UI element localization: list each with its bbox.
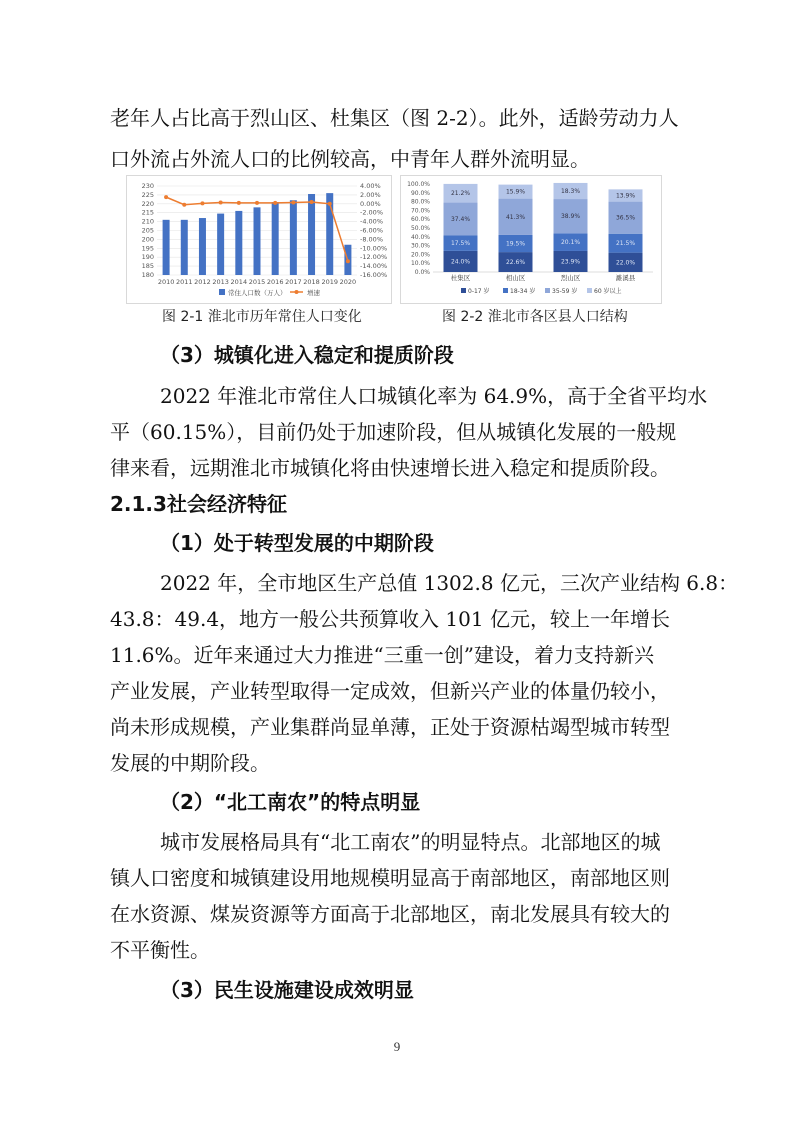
paragraph-line: 镇人口密度和城镇建设用地规模明显高于南部地区，南部地区则 — [110, 866, 670, 890]
paragraph-line: 2022 年，全市地区生产总值 1302.8 亿元，三次产业结构 6.8： — [160, 571, 739, 595]
legend-swatch — [503, 288, 508, 293]
paragraph-line: 律来看，远期淮北市城镇化将由快速增长进入稳定和提质阶段。 — [110, 456, 670, 480]
y-right-tick-label: -4.00% — [360, 217, 383, 226]
y-tick-label: 0.0% — [414, 269, 430, 276]
figure-2-2 — [400, 175, 662, 304]
x-tick-label: 濉溪县 — [615, 274, 636, 282]
y-left-tick-label: 195 — [141, 244, 154, 253]
segment-value-label: 36.5% — [615, 214, 636, 222]
figure-2-caption: 图 2-2 淮北市各区县人口结构 — [442, 309, 628, 325]
growth-point — [255, 201, 259, 205]
legend-label: 18-34 岁 — [510, 288, 536, 295]
y-right-tick-label: -16.00% — [360, 271, 388, 279]
segment-value-label: 22.6% — [505, 259, 526, 267]
y-left-tick-label: 200 — [141, 235, 154, 244]
subsection-heading: （1）处于转型发展的中期阶段 — [160, 531, 434, 555]
growth-point — [291, 200, 295, 204]
paragraph-line: 平（60.15%），目前仍处于加速阶段，但从城镇化发展的一般规 — [110, 420, 677, 444]
growth-point — [164, 195, 168, 199]
section-heading-2-1-3: 2.1.3社会经济特征 — [110, 492, 287, 516]
y-tick-label: 80.0% — [410, 198, 430, 206]
paragraph-line: 2022 年淮北市常住人口城镇化率为 64.9%，高于全省平均水 — [160, 384, 708, 408]
growth-point — [310, 200, 314, 204]
y-tick-label: 40.0% — [410, 233, 430, 241]
subsection-heading: （2）“北工南农”的特点明显 — [160, 790, 421, 814]
paragraph-line: 口外流占外流人口的比例较高，中青年人群外流明显。 — [110, 147, 590, 171]
paragraph-line: 尚未形成规模，产业集群尚显单薄，正处于资源枯竭型城市转型 — [110, 715, 670, 739]
y-left-tick-label: 180 — [141, 271, 154, 279]
legend-line-marker — [295, 290, 299, 294]
segment-value-label: 38.9% — [560, 213, 581, 221]
x-tick-label: 2010 — [157, 278, 175, 286]
y-right-tick-label: -10.00% — [360, 244, 388, 253]
y-left-tick-label: 210 — [141, 217, 154, 226]
population-bar — [217, 214, 224, 275]
y-right-tick-label: 2.00% — [360, 190, 381, 199]
segment-value-label: 21.5% — [615, 240, 636, 248]
growth-point — [328, 202, 332, 206]
y-left-tick-label: 190 — [141, 253, 154, 262]
segment-value-label: 20.1% — [560, 239, 581, 247]
y-left-tick-label: 205 — [141, 226, 154, 235]
paragraph-line: 城市发展格局具有“北工南农”的明显特点。北部地区的城 — [160, 830, 661, 854]
paragraph-line: 11.6%。近年来通过大力推进“三重一创”建设，着力支持新兴 — [110, 643, 654, 667]
population-bar — [199, 218, 206, 275]
y-left-tick-label: 185 — [141, 262, 154, 271]
y-right-tick-label: -2.00% — [360, 208, 383, 217]
growth-point — [200, 201, 204, 205]
segment-value-label: 19.5% — [505, 240, 526, 248]
paragraph-line: 产业发展，产业转型取得一定成效，但新兴产业的体量仍较小， — [110, 679, 670, 703]
x-tick-label: 2015 — [248, 278, 266, 286]
y-left-tick-label: 225 — [141, 190, 154, 199]
x-tick-label: 烈山区 — [560, 274, 581, 282]
paragraph-line: 不平衡性。 — [110, 938, 210, 962]
y-right-tick-label: -12.00% — [360, 253, 388, 262]
legend-swatch — [461, 288, 466, 293]
paragraph-line: 老年人占比高于烈山区、杜集区（图 2-2）。此外，适龄劳动力人 — [110, 106, 679, 130]
x-tick-label: 2020 — [339, 278, 357, 286]
y-tick-label: 10.0% — [410, 260, 430, 268]
paragraph-line: 发展的中期阶段。 — [110, 751, 270, 775]
paragraph-line: 43.8：49.4，地方一般公共预算收入 101 亿元，较上一年增长 — [110, 607, 670, 631]
x-tick-label: 2014 — [230, 278, 248, 286]
page-number: 9 — [393, 1039, 401, 1054]
growth-point — [182, 203, 186, 207]
x-tick-label: 相山区 — [505, 274, 526, 282]
subsection-heading: （3）民生设施建设成效明显 — [160, 978, 414, 1002]
segment-value-label: 37.4% — [450, 216, 471, 224]
x-tick-label: 2013 — [212, 278, 229, 286]
segment-value-label: 15.9% — [505, 188, 526, 196]
legend-line-label: 增速 — [307, 289, 320, 297]
x-tick-label: 杜集区 — [450, 274, 471, 282]
y-left-tick-label: 215 — [141, 208, 154, 217]
y-left-tick-label: 220 — [141, 199, 154, 208]
y-right-tick-label: 4.00% — [360, 182, 381, 190]
segment-value-label: 41.3% — [505, 213, 526, 221]
y-tick-label: 70.0% — [410, 207, 430, 215]
age-structure-chart — [401, 176, 661, 303]
y-tick-label: 50.0% — [410, 225, 430, 232]
y-tick-label: 100.0% — [407, 181, 430, 188]
population-bar — [235, 211, 242, 275]
y-tick-label: 30.0% — [410, 242, 430, 250]
segment-value-label: 22.0% — [615, 259, 636, 267]
segment-value-label: 13.9% — [615, 192, 636, 200]
y-right-tick-label: -8.00% — [360, 235, 383, 244]
growth-point — [219, 200, 223, 204]
legend-swatch — [545, 288, 550, 293]
population-bar — [272, 202, 279, 275]
legend-label: 60 岁以上 — [594, 288, 622, 295]
y-right-tick-label: 0.00% — [360, 199, 381, 208]
x-tick-label: 2017 — [285, 278, 302, 286]
segment-value-label: 23.9% — [560, 258, 581, 266]
legend-bar-swatch — [219, 289, 225, 295]
legend-bar-label: 常住人口数（万人） — [228, 289, 287, 297]
paragraph-line: 在水资源、煤炭资源等方面高于北部地区，南北发展具有较大的 — [110, 902, 670, 926]
population-bar — [181, 220, 188, 275]
population-bar — [163, 220, 170, 275]
population-bar — [290, 200, 297, 275]
figure-1-caption: 图 2-1 淮北市历年常住人口变化 — [162, 309, 362, 325]
y-tick-label: 60.0% — [410, 216, 430, 224]
figure-2-1 — [126, 175, 392, 304]
y-right-tick-label: -6.00% — [360, 226, 383, 235]
x-tick-label: 2016 — [266, 278, 284, 286]
growth-point — [237, 201, 241, 205]
population-chart — [127, 176, 391, 303]
segment-value-label: 17.5% — [450, 240, 471, 248]
x-tick-label: 2012 — [194, 278, 211, 286]
segment-value-label: 24.0% — [450, 258, 471, 266]
legend-swatch — [587, 288, 592, 293]
y-tick-label: 20.0% — [410, 251, 430, 259]
growth-point — [346, 259, 350, 263]
x-tick-label: 2018 — [303, 278, 320, 286]
population-bar — [308, 194, 315, 275]
growth-point — [273, 201, 277, 205]
x-tick-label: 2011 — [175, 278, 193, 286]
population-bar — [254, 207, 261, 275]
section-heading: （3）城镇化进入稳定和提质阶段 — [160, 343, 454, 367]
segment-value-label: 18.3% — [560, 187, 581, 195]
legend-label: 35-59 岁 — [552, 288, 578, 295]
legend-label: 0-17 岁 — [468, 288, 490, 295]
y-tick-label: 90.0% — [410, 189, 430, 197]
y-right-tick-label: -14.00% — [360, 262, 388, 271]
y-left-tick-label: 230 — [141, 182, 154, 190]
x-tick-label: 2019 — [321, 278, 339, 286]
segment-value-label: 21.2% — [450, 190, 471, 198]
